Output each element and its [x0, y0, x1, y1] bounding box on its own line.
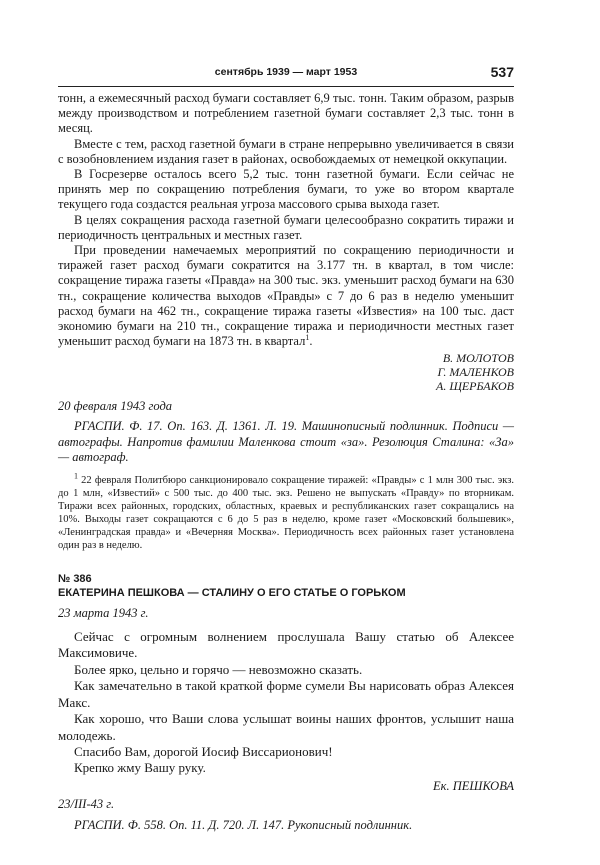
signatory: Г. МАЛЕНКОВ — [437, 365, 514, 380]
paragraph: Более ярко, цельно и горячо — невозможно сказать. — [74, 661, 363, 677]
document-number: № 386 — [58, 573, 92, 586]
header-rule — [58, 86, 514, 87]
signatory: В. МОЛОТОВ — [442, 351, 514, 366]
signature: Ек. ПЕШКОВА — [433, 778, 514, 793]
letter-body — [58, 629, 514, 777]
paragraph: Вместе с тем, расход газетной бумаги в стране непрерывно увеличивается в связи с возобновлением издания газет в районах, освобождаемых от немецкой оккупации. — [58, 136, 514, 166]
paragraph: Как замечательно в такой краткой форме сумели Вы нарисовать образ Алексея Макс. — [58, 678, 514, 710]
footnote-ref[interactable]: 1 — [305, 333, 310, 343]
paragraph: Спасибо Вам, дорогой Иосиф Виссарионович! — [74, 743, 333, 759]
page-header — [58, 64, 514, 86]
document-date: 23 марта 1943 г. — [58, 606, 149, 621]
document-date: 20 февраля 1943 года — [58, 399, 173, 414]
paragraph: Как хорошо, что Ваши слова услышат воины наших фронтов, услышит наша молодежь. — [58, 711, 514, 743]
page-content — [58, 91, 514, 833]
signatories — [58, 351, 514, 393]
document-title: ЕКАТЕРИНА ПЕШКОВА — СТАЛИНУ О ЕГО СТАТЬЕ О ГОРЬКОМ — [58, 587, 406, 600]
archive-source: РГАСПИ. Ф. 17. Оп. 163. Д. 1361. Л. 19. Машинописный подлинник. Подписи — автографы. Напротив фамилии Маленкова стоит «за». Резолюция Сталина: «За» — автограф. — [58, 419, 514, 464]
footnote-marker: 1 — [74, 471, 78, 481]
footnote-text: 22 февраля Политбюро санкционировало сокращение тиражей: «Правды» с 1 млн 300 тыс. экз. до 1 млн, «Известий» с 500 тыс. до 400 тыс. экз. Решено не выпускать «Правду» по вторникам. Тиражи всех районных, городских, областных, краевых и республиканских газет сокращались на 10%. Выходы газет сокращаются с 6 до 5 раз в неделю, кроме газет «Московский большевик», «Ленинградская правда» и «Вечерняя Москва». Периодичность всех районных газет установлена один раз в неделю. — [58, 475, 514, 552]
paragraph: Крепко жму Вашу руку. — [74, 760, 206, 776]
paragraph: В Госрезерве осталось всего 5,2 тыс. тонн газетной бумаги. Если сейчас не принять мер по сокращению потребления бумаги, то уже во втором квартале текущего года создастся реальная угроза массового срыва выхода газет. — [58, 167, 514, 212]
signatory: А. ЩЕРБАКОВ — [436, 379, 514, 394]
paragraph: В целях сокращения расхода газетной бумаги целесообразно сократить тиражи и периодичность центральных и местных газет. — [58, 212, 514, 242]
document-386 — [58, 572, 514, 833]
archive-source: РГАСПИ. Ф. 558. Оп. 11. Д. 720. Л. 147. Рукописный подлинник. — [74, 817, 413, 832]
paragraph: тонн, а ежемесячный расход бумаги составляет 6,9 тыс. тонн. Таким образом, разрыв между производством и потреблением газетной бумаги составляет 2,3 тыс. тонн в месяц. — [58, 91, 514, 136]
paragraph: Сейчас с огромным волнением прослушала Вашу статью об Алексее Максимовиче. — [58, 629, 514, 661]
paragraph-with-footnote: При проведении намечаемых мероприятий по сокращению периодичности и тиражей газет расход бумаги сократится на 3.177 тн. в квартал, в том числе: сокращение тиража газеты «Правда» на 300 тыс. экз. уменьшит расход бумаги на 630 тн., сокращение количества выходов «Правды» с 7 до 6 раз в неделю уменьшит расход бумаги на 462 тн., сокращение тиража газеты «Известия» на 100 тыс. даст экономию бумаги на 210 тн., сокращение тиража и периодичности местных газет уменьшит расход бумаги на 1873 тн. в квартал$^1$. — [58, 243, 514, 349]
document-385-continuation — [58, 91, 514, 552]
paragraph-text: При проведении намечаемых мероприятий по сокращению периодичности и тиражей газет расход бумаги сократится на 3.177 тн. в квартал, в том числе: сокращение тиража газеты «Правда» на 300 тыс. экз. уменьшит расход бумаги на 630 тн., сокращение количества выходов «Правды» с 7 до 6 раз в неделю уменьшит расход бумаги на 462 тн., сокращение тиража газеты «Известия» на 100 тыс. даст экономию бумаги на 210 тн., сокращение тиража и периодичности местных газет уменьшит расход бумаги на 1873 тн. в квартал — [58, 243, 514, 349]
archive-date: 23/III-43 г. — [58, 796, 115, 811]
footnote — [58, 471, 514, 552]
page-number: 537 — [490, 64, 514, 80]
running-head: сентябрь 1939 — март 1953 — [214, 66, 358, 78]
